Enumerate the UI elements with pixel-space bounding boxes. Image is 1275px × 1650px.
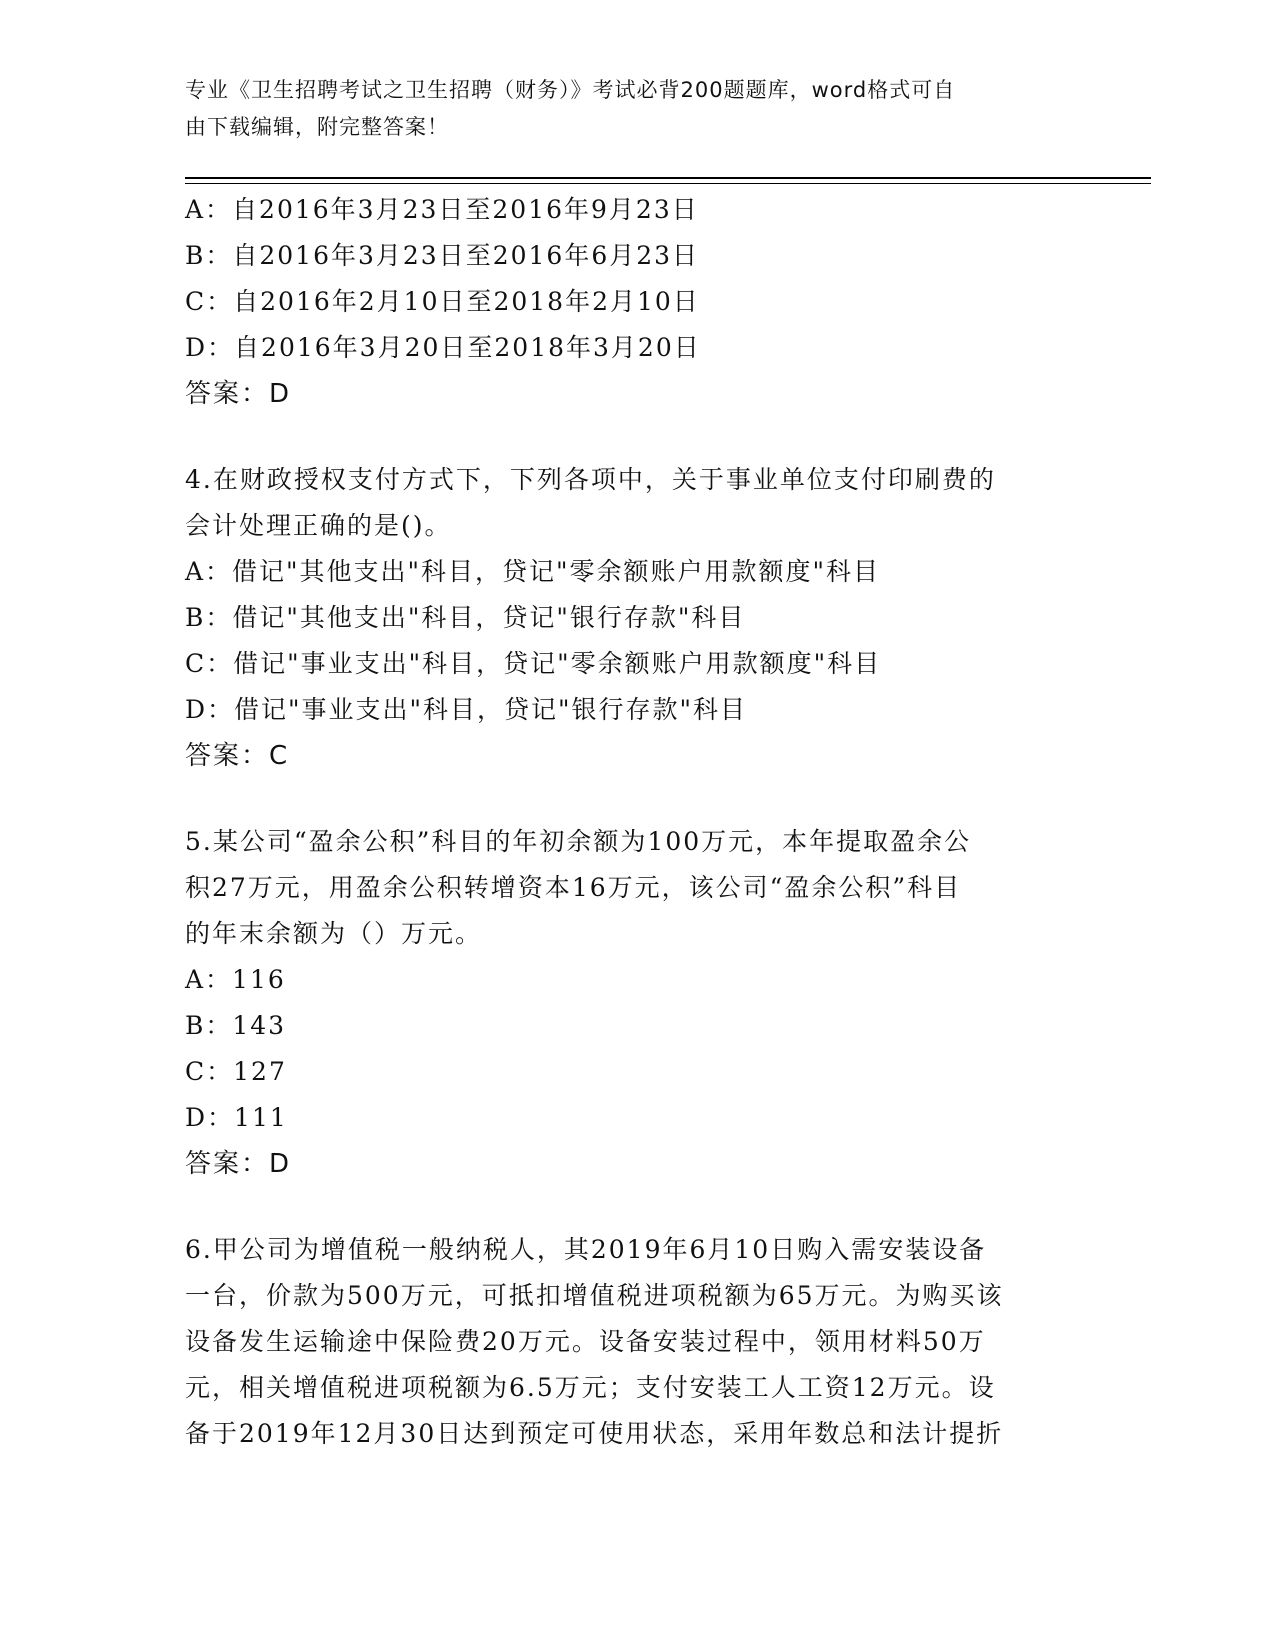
question-stem-line: 设备发生运输途中保险费20万元。设备安装过程中，领用材料50万 bbox=[185, 1327, 986, 1356]
option-d: D：111 bbox=[185, 1103, 288, 1132]
option-b: B：143 bbox=[185, 1011, 287, 1040]
question-stem-line: 元，相关增值税进项税额为6.5万元；支付安装工人工资12万元。设 bbox=[185, 1373, 996, 1402]
option-c: C：127 bbox=[185, 1057, 287, 1086]
header-line-2: 由下载编辑，附完整答案！ bbox=[185, 115, 449, 139]
option-a: A：自2016年3月23日至2016年9月23日 bbox=[185, 195, 699, 224]
header-line-1: 专业《卫生招聘考试之卫生招聘（财务）》考试必背200题题库，word格式可自 bbox=[185, 78, 956, 102]
question-6-block bbox=[185, 1227, 1075, 1457]
document-header bbox=[185, 72, 1085, 146]
option-a: A：116 bbox=[185, 965, 286, 994]
question-stem-line: 的年末余额为（）万元。 bbox=[185, 919, 483, 948]
option-b: B：自2016年3月23日至2016年6月23日 bbox=[185, 241, 700, 270]
option-c: C：借记"事业支出"科目，贷记"零余额账户用款额度"科目 bbox=[185, 649, 882, 678]
question-stem-line: 4.在财政授权支付方式下，下列各项中，关于事业单位支付印刷费的 bbox=[185, 465, 996, 494]
question-stem-line: 5.某公司“盈余公积”科目的年初余额为100万元，本年提取盈余公 bbox=[185, 827, 972, 856]
question-stem-line: 会计处理正确的是()。 bbox=[185, 511, 452, 540]
option-d: D：借记"事业支出"科目，贷记"银行存款"科目 bbox=[185, 695, 748, 724]
question-4-block bbox=[185, 457, 1075, 779]
question-5-block bbox=[185, 819, 1075, 1187]
answer: 答案：C bbox=[185, 741, 290, 771]
question-stem-line: 一台，价款为500万元，可抵扣增值税进项税额为65万元。为购买该 bbox=[185, 1281, 1004, 1310]
question-3-block bbox=[185, 187, 1075, 417]
header-divider-thick bbox=[185, 177, 1151, 179]
option-d: D：自2016年3月20日至2018年3月20日 bbox=[185, 333, 701, 362]
answer: 答案：D bbox=[185, 1149, 292, 1179]
question-content bbox=[185, 187, 1075, 1457]
header-divider-thin bbox=[185, 183, 1151, 184]
question-stem-line: 备于2019年12月30日达到预定可使用状态，采用年数总和法计提折 bbox=[185, 1419, 1004, 1448]
option-a: A：借记"其他支出"科目，贷记"零余额账户用款额度"科目 bbox=[185, 557, 881, 586]
question-stem-line: 积27万元，用盈余公积转增资本16万元，该公司“盈余公积”科目 bbox=[185, 873, 962, 902]
option-c: C：自2016年2月10日至2018年2月10日 bbox=[185, 287, 700, 316]
option-b: B：借记"其他支出"科目，贷记"银行存款"科目 bbox=[185, 603, 746, 632]
answer: 答案：D bbox=[185, 379, 292, 409]
question-stem-line: 6.甲公司为增值税一般纳税人，其2019年6月10日购入需安装设备 bbox=[185, 1235, 987, 1264]
